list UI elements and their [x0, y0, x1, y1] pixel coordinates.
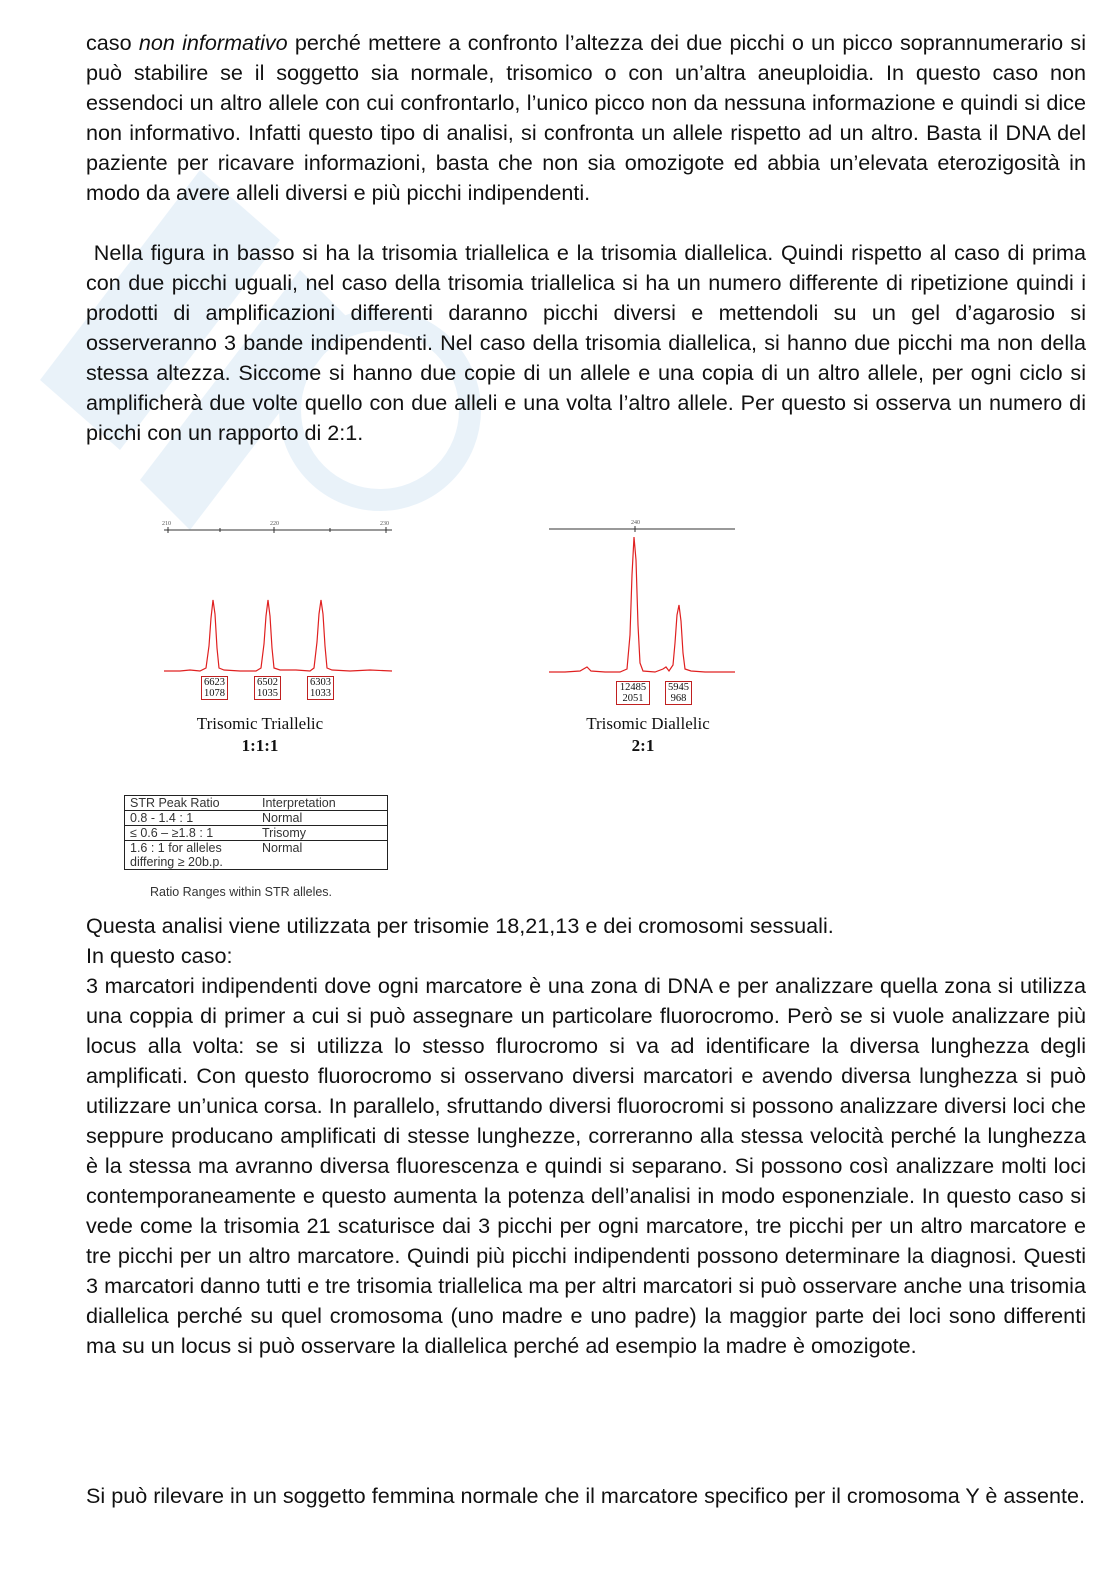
trace-line-left: [164, 600, 392, 671]
paragraph-1-rest: perché mettere a confronto l’altezza dei due picchi o un picco soprannumerario si può stabilire se il soggetto sia normale, trisomico o con un’altra aneuploidia. In questo caso non essendoci un altro allele con cui confrontarlo, l’unico picco non da nessuna informazione e quindi si dice non informativo. Infatti questo tipo di analisi, si confronta un allele rispetto ad un altro. Basta il DNA del paziente per ricavare informazioni, basta che non sia omozigote ed abbia un’elevata eterozigosità in modo da avere alleli diversi e più picchi indipendenti.: [86, 30, 1086, 205]
peak-height: 1035: [257, 688, 278, 699]
triallelic-caption: Trisomic Triallelic: [196, 714, 324, 733]
paragraph-1: [86, 28, 1086, 208]
peak-area: 6502: [257, 677, 278, 688]
table-cell: Normal: [257, 841, 388, 870]
table-cell: ≤ 0.6 – ≥1.8 : 1: [125, 826, 258, 841]
diallelic-caption: Trisomic Diallelic: [586, 714, 710, 733]
tick-label: 220: [270, 521, 279, 527]
table-row: [125, 841, 388, 870]
table-cell: 0.8 - 1.4 : 1: [125, 811, 258, 826]
paragraph-5: 3 marcatori indipendenti dove ogni marcatore è una zona di DNA e per analizzare quella zona si utilizza una coppia di primer a cui si può assegnare un particolare fluorocromo. Però se si vuole analizzare più locus alla volta: se si utilizza lo stesso flurocromo si va ad identificare la diversa lunghezza degli amplificati. Con questo fluorocromo si osservano diversi marcatori e avendo diversa lunghezza si può utilizzare un’unica corsa. In parallelo, sfruttando diversi fluorocromi si possono analizzare diversi loci che seppure producano amplificati di stesse lunghezze, correranno alla stessa velocità perché la lunghezza è la stessa ma avranno diversa fluorescenza e quindi si separano. Si possono così analizzare molti loci contemporaneamente e questo aumenta la potenza dell’analisi in modo esponenziale. In questo caso si vede come la trisomia 21 scaturisce dai 3 picchi per ogni marcatore, tre picchi per un altro marcatore e tre picchi per un altro marcatore. Quindi più picchi indipendenti possono determinare la diagnosi. Questi 3 marcatori danno tutti e tre trisomia triallelica ma per altri marcatori si può osservare anche una trisomia diallelica perché su quel cromosoma (uno madre e uno padre) la maggior parte dei loci sono differenti ma su un locus si può osservare la diallelica perché ad esempio la madre è omozigote.: [86, 973, 1086, 1358]
table-caption: Ratio Ranges within STR alleles.: [150, 885, 333, 899]
tick-label: 240: [631, 520, 640, 526]
trace-line-right: [549, 537, 735, 672]
table-header-row: [125, 796, 388, 811]
tick-label: 230: [380, 521, 389, 527]
paragraph-1-italic: non informativo: [138, 30, 288, 55]
table-cell: Normal: [257, 811, 388, 826]
peak-area: 12485: [619, 682, 647, 693]
paragraph-4: In questo caso:: [86, 943, 233, 968]
peak-area: 5945: [668, 682, 689, 693]
peak-height: 2051: [622, 693, 644, 704]
diallelic-ratio: 2:1: [631, 736, 655, 755]
paragraph-2: Nella figura in basso si ha la trisomia triallelica e la trisomia diallelica. Quindi rispetto al caso di prima con due picchi uguali, nel caso della trisomia triallelica si ha un numero differente di ripetizione quindi i prodotti di amplificazioni differenti daranno picchi diversi e mettendoli su un gel d’agarosio si osserveranno 3 bande indipendenti. Nel caso della trisomia diallelica, si hanno due picchi ma non della stessa altezza. Siccome si hanno due copie di un allele e una copia di un altro allele, per ogni ciclo si amplificherà due volte quello con due alleli e una volta l’altro allele. Per questo si osserva un numero di picchi con un rapporto di 2:1.: [86, 240, 1092, 445]
peak-label-box: [616, 681, 650, 705]
table-header-cell: STR Peak Ratio: [125, 796, 258, 811]
table-cell: Trisomy: [257, 826, 388, 841]
peak-area: 6303: [310, 677, 331, 688]
triallelic-ratio: 1:1:1: [241, 736, 279, 755]
paragraph-1-prefix: caso: [86, 30, 139, 55]
paragraph-3: Questa analisi viene utilizzata per trisomie 18,21,13 e dei cromosomi sessuali.: [86, 913, 834, 938]
paragraph-6: Si può rilevare in un soggetto femmina normale che il marcatore specifico per il cromosoma Y è assente.: [86, 1483, 1085, 1508]
peak-height: 968: [670, 693, 687, 704]
diallelic-electropherogram: [545, 515, 740, 685]
peak-height: 1033: [310, 688, 331, 699]
peak-area: 6623: [204, 677, 225, 688]
peak-label-box: [201, 676, 228, 700]
peak-label-box: [665, 681, 692, 705]
peak-label-box: [254, 676, 281, 700]
tick-label: 210: [162, 521, 171, 527]
table-row: [125, 811, 388, 826]
peak-label-box: [307, 676, 334, 700]
table-row: [125, 826, 388, 841]
str-ratio-table: [124, 795, 388, 870]
peak-height: 1078: [204, 688, 225, 699]
table-header-cell: Interpretation: [257, 796, 388, 811]
table-cell: 1.6 : 1 for alleles differing ≥ 20b.p.: [125, 841, 258, 870]
